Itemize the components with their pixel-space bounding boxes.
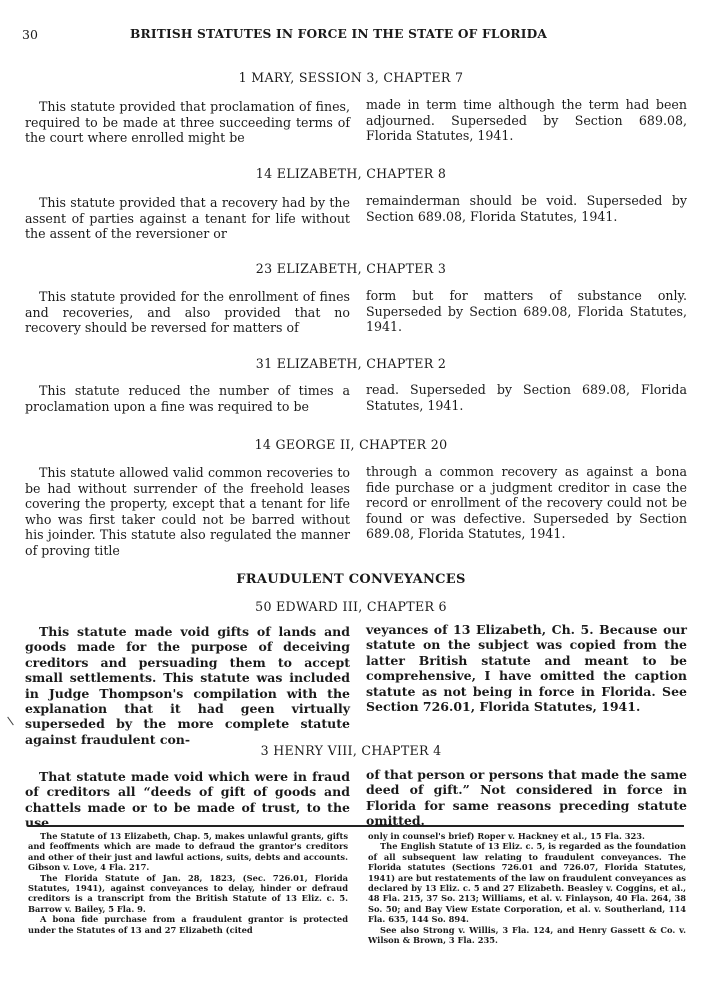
paragraph: This statute provided that proclamation of fines, required to be made at three succeeding terms of the court where enrolled might be (25, 99, 350, 146)
section-text-left (25, 624, 350, 747)
paragraph: veyances of 13 Elizabeth, Ch. 5. Because our statute on the subject was copied from the latter British statute and meant to be comprehensive, I have omitted the caption statute as not being in force in Florida. See Section 726.01, Florida Statutes, 1941. (366, 622, 687, 715)
section-text-right (366, 382, 687, 413)
paragraph: through a common recovery as against a bona fide purchase or a judgment creditor in case the record or enrollment of the recovery could not be found or was defective. Superseded by Section 689.08, Florida Statutes, 1941. (366, 464, 687, 542)
footnote: The Statute of 13 Elizabeth, Chap. 5, makes unlawful grants, gifts and feoffments which are made to defraud the grantor's creditors and other of their just and lawful actions, suits, debts and accounts. Gibson v. Love, 4 Fla. 217. (28, 831, 348, 873)
section-heading: 3 HENRY VIII, CHAPTER 4 (260, 743, 442, 758)
page-number: 30 (22, 27, 39, 42)
paragraph: form but for matters of substance only. Superseded by Section 689.08, Florida Statutes, 1941. (366, 288, 687, 335)
running-title: BRITISH STATUTES IN FORCE IN THE STATE OF FLORIDA (130, 27, 548, 41)
section-text-right (366, 97, 687, 144)
section-heading: 50 EDWARD III, CHAPTER 6 (255, 599, 447, 614)
part-heading: FRAUDULENT CONVEYANCES (236, 572, 466, 587)
page-header (22, 27, 682, 47)
section-text-left (25, 195, 350, 242)
paragraph: This statute made void gifts of lands and goods made for the purpose of deceiving creditors and persuading them to accept small settlements. This statute was included in Judge Thompson's compilation with the explanation that it had geen virtually superseded by the more complete statute against fraudulent con- (25, 624, 350, 747)
paragraph: made in term time although the term had been adjourned. Superseded by Section 689.08, Florida Statutes, 1941. (366, 97, 687, 144)
scan-mark (7, 717, 14, 726)
section-text-right (366, 464, 687, 542)
footnote: only in counsel's brief) Roper v. Hackney et al., 15 Fla. 323. (368, 831, 645, 841)
section-heading: 23 ELIZABETH, CHAPTER 3 (255, 261, 447, 276)
section-text-left (25, 99, 350, 146)
section-text-right (366, 622, 687, 714)
section-text-right (366, 288, 687, 335)
footnote: The Florida Statute of Jan. 28, 1823, (Sec. 726.01, Florida Statutes, 1941), against conveyances to delay, hinder or defraud creditors is a transcript from the British Statute of 13 Eliz. c. 5. Barrow v. Bailey, 5 Fla. 9. (28, 872, 348, 914)
paragraph: remainderman should be void. Superseded by Section 689.08, Florida Statutes, 1941. (366, 193, 687, 224)
paragraph: This statute provided that a recovery had by the assent of parties against a tenant for life without the assent of the reversioner or (25, 195, 350, 242)
section-heading: 14 ELIZABETH, CHAPTER 8 (255, 166, 447, 181)
paragraph: That statute made void which were in fraud of creditors all “deeds of gift of goods and chattels made or to be made of trust, to the use (25, 769, 350, 831)
section-heading: 14 GEORGE II, CHAPTER 20 (254, 437, 448, 452)
section-text-left (25, 383, 350, 414)
paragraph: This statute reduced the number of times a proclamation upon a fine was required to be (25, 383, 350, 414)
paragraph: This statute provided for the enrollment of fines and recoveries, and also provided that no recovery should be reversed for matters of (25, 289, 350, 336)
section-heading: 1 MARY, SESSION 3, CHAPTER 7 (238, 70, 464, 85)
section-text-left (25, 289, 350, 336)
footnotes-right (368, 831, 686, 945)
paragraph: of that person or persons that made the same deed of gift.” Not considered in force in Florida for same reasons preceding statute omitted. (366, 767, 687, 829)
section-text-right (366, 193, 687, 224)
footnote: The English Statute of 13 Eliz. c. 5, is regarded as the foundation of all subsequent law relating to fraudulent conveyances. The Florida statutes (Sections 726.01 and 726.07, Florida Statutes, 1941) are but restatements of the law on fraudulent conveyances as declared by 13 Eliz. c. 5 and 27 Elizabeth. Beasley v. Coggins, et al., 48 Fla. 215, 37 So. 213; Williams, et al. v. Finlayson, 40 Fla. 264, 38 So. 50; and Bay View Estate Corporation, et al. v. Southerland, 114 Fla. 635, 144 So. 894. (368, 841, 686, 925)
footnote-divider (28, 825, 684, 827)
section-text-left (25, 465, 350, 559)
footnote: See also Strong v. Willis, 3 Fla. 124, and Henry Gassett & Co. v. Wilson & Brown, 3 Fla. 235. (368, 924, 686, 946)
paragraph: This statute allowed valid common recoveries to be had without surrender of the freehold leases covering the property, except that a tenant for life who was first taker could not be barred without his joinder. This statute also regulated the manner of proving title (25, 465, 350, 558)
paragraph: read. Superseded by Section 689.08, Florida Statutes, 1941. (366, 382, 687, 413)
footnote: A bona fide purchase from a fraudulent grantor is protected under the Statutes of 13 and 27 Elizabeth (cited (28, 914, 348, 935)
section-heading: 31 ELIZABETH, CHAPTER 2 (255, 356, 447, 371)
footnotes-left (28, 831, 348, 935)
section-text-left (25, 769, 350, 831)
section-text-right (366, 767, 687, 829)
